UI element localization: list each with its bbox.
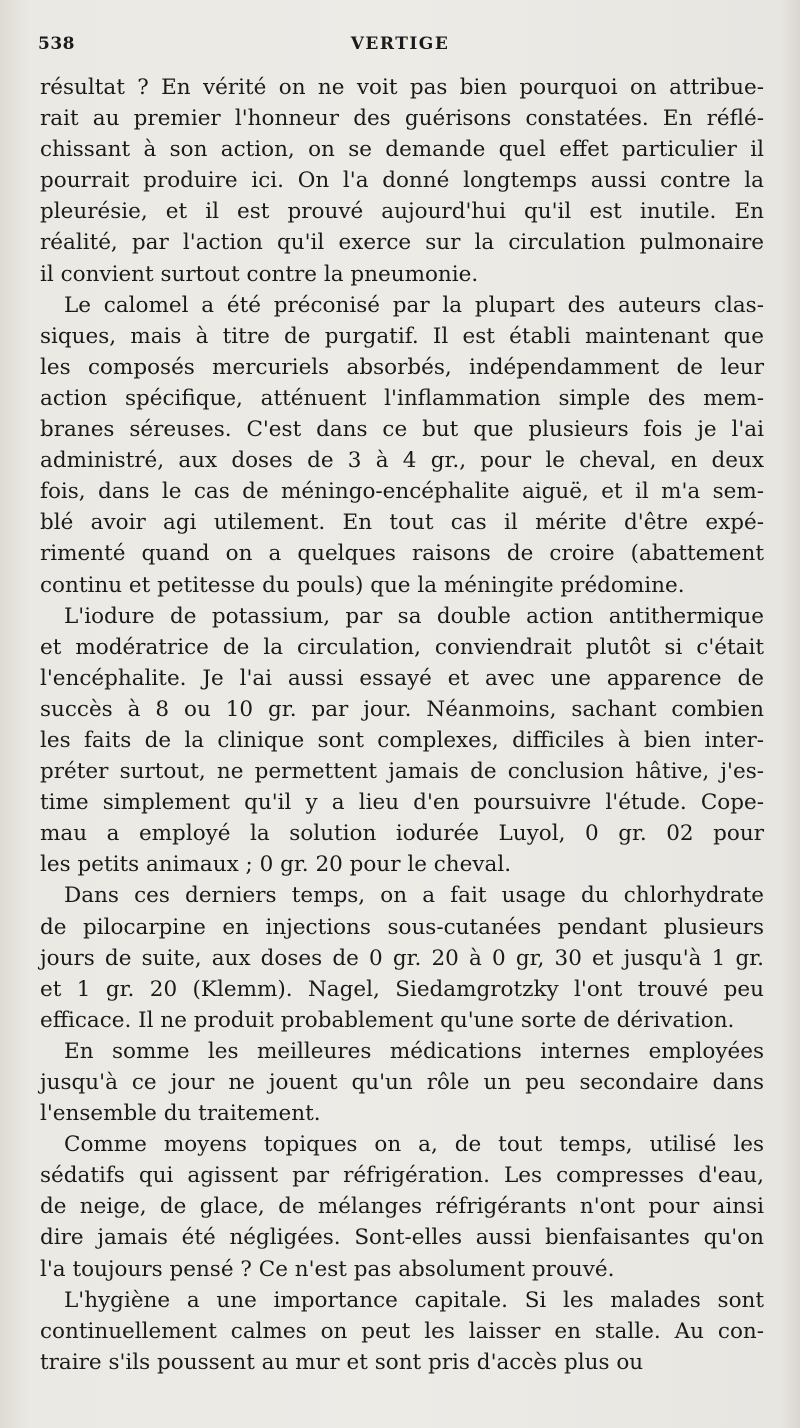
page-number: 538	[38, 34, 75, 54]
text-line: Le calomel a été préconisé par la plupart des auteurs clas-	[64, 292, 764, 318]
page-header	[38, 34, 762, 62]
text-line: l'ensemble du traitement.	[40, 1101, 321, 1127]
text-line: pourrait produire ici. On l'a donné longtemps aussi contre la	[40, 168, 764, 194]
text-line: continuellement calmes on peut les laisser en stalle. Au con-	[40, 1318, 764, 1344]
text-line: jours de suite, aux doses de 0 gr. 20 à 0 gr, 30 et jusqu'à 1 gr.	[40, 945, 764, 971]
text-line: de neige, de glace, de mélanges réfrigérants n'ont pour ainsi	[40, 1194, 764, 1220]
text-line: jusqu'à ce jour ne jouent qu'un rôle un peu secondaire dans	[40, 1070, 764, 1095]
text-line: Dans ces derniers temps, on a fait usage du chlorhydrate	[64, 883, 764, 909]
text-line: les petits animaux ; 0 gr. 20 pour le cheval.	[40, 852, 512, 878]
text-line: continu et petitesse du pouls) que la méningite prédomine.	[40, 572, 685, 598]
text-line: l'encéphalite. Je l'ai aussi essayé et avec une apparence de	[40, 665, 764, 691]
text-line: et modératrice de la circulation, conviendrait plutôt si c'était	[40, 634, 764, 660]
text-line: rait au premier l'honneur des guérisons constatées. En réflé-	[40, 106, 764, 132]
text-line: pleurésie, et il est prouvé aujourd'hui qu'il est inutile. En	[40, 199, 764, 225]
text-line: préter surtout, ne permettent jamais de conclusion hâtive, j'es-	[40, 759, 764, 785]
text-line: dire jamais été négligées. Sont-elles aussi bienfaisantes qu'on	[40, 1225, 764, 1251]
text-line: En somme les meilleures médications internes employées	[64, 1038, 764, 1064]
text-line: chissant à son action, on se demande quel effet particulier il	[40, 137, 764, 163]
body-text	[40, 72, 764, 1378]
paragraph	[40, 1129, 764, 1284]
text-line: sédatifs qui agissent par réfrigération. Les compresses d'eau,	[40, 1163, 764, 1189]
text-line: mau a employé la solution iodurée Luyol, 0 gr. 02 pour	[40, 821, 764, 847]
text-line: time simplement qu'il y a lieu d'en poursuivre l'étude. Cope-	[40, 790, 764, 816]
text-line: les faits de la clinique sont complexes, difficiles à bien inter-	[40, 727, 764, 753]
paragraph	[40, 72, 764, 290]
text-line: l'a toujours pensé ? Ce n'est pas absolument prouvé.	[40, 1256, 615, 1282]
running-title: VERTIGE	[350, 34, 450, 54]
text-line: efficace. Il ne produit probablement qu'une sorte de dérivation.	[40, 1007, 735, 1033]
text-line: blé avoir agi utilement. En tout cas il mérite d'être expé-	[40, 510, 764, 536]
text-line: de pilocarpine en injections sous-cutanées pendant plusieurs	[40, 914, 764, 940]
paragraph	[40, 880, 764, 1035]
text-line: les composés mercuriels absorbés, indépendamment de leur	[40, 354, 764, 380]
text-line: il convient surtout contre la pneumonie.	[40, 261, 479, 287]
text-line: action spécifique, atténuent l'inflammation simple des mem-	[40, 385, 764, 411]
paragraph	[40, 1285, 764, 1378]
text-line: L'hygiène a une importance capitale. Si les malades sont	[64, 1287, 764, 1313]
text-line: Comme moyens topiques on a, de tout temps, utilisé les	[64, 1132, 764, 1158]
text-line: résultat ? En vérité on ne voit pas bien pourquoi on attribue-	[40, 75, 764, 100]
text-line: fois, dans le cas de méningo-encéphalite aiguë, et il m'a sem-	[40, 479, 764, 505]
text-line: succès à 8 ou 10 gr. par jour. Néanmoins, sachant combien	[40, 696, 764, 722]
text-line: réalité, par l'action qu'il exerce sur la circulation pulmonaire	[40, 230, 764, 256]
text-line: branes séreuses. C'est dans ce but que plusieurs fois je l'ai	[40, 417, 764, 443]
paragraph	[40, 1036, 764, 1129]
paragraph	[40, 290, 764, 601]
text-line: siques, mais à titre de purgatif. Il est établi maintenant que	[40, 323, 764, 349]
paragraph	[40, 601, 764, 881]
text-line: et 1 gr. 20 (Klemm). Nagel, Siedamgrotzky l'ont trouvé peu	[40, 976, 764, 1002]
text-line: L'iodure de potassium, par sa double action antithermique	[64, 603, 764, 629]
text-line: traire s'ils poussent au mur et sont pris d'accès plus ou	[40, 1349, 644, 1375]
text-line: administré, aux doses de 3 à 4 gr., pour le cheval, en deux	[40, 448, 764, 474]
text-line: rimenté quand on a quelques raisons de croire (abattement	[40, 541, 764, 567]
